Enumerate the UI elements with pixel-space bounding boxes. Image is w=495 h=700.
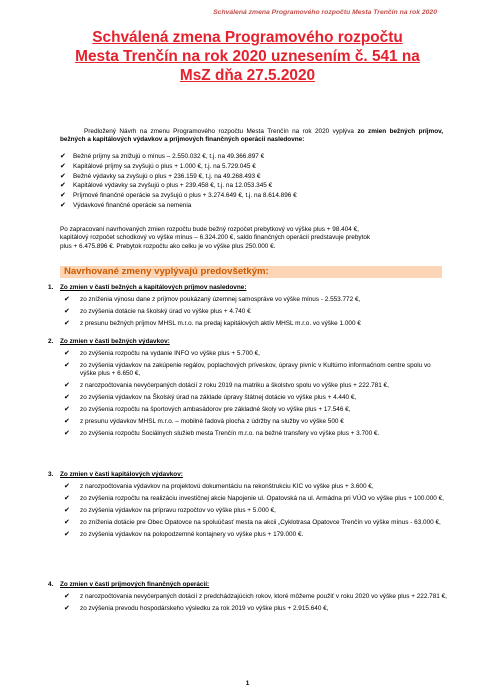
list-item (48, 394, 448, 402)
budget-line: Po zapracovaní navrhovaných zmien rozpočtu bude bežný rozpočet prebytkový vo výške plus + 98.404 €, (60, 226, 359, 233)
item-text: zo zvýšenia rozpočtu na športových ambasádorov pre základné školy vo výške plus + 17.546 €, (80, 405, 351, 413)
check-mark-icon: ✔ (64, 394, 70, 402)
section-items (48, 593, 448, 613)
section-1 (48, 284, 448, 328)
check-mark-icon: ✔ (64, 405, 70, 413)
section-title: Zo zmien v časti bežných a kapitálových príjmov nasledovne: (60, 284, 247, 291)
summary-text: Kapitálové príjmy sa zvyšujú o plus + 1.000 €, t.j. na 5.729.045 € (73, 162, 256, 170)
section-heading (48, 581, 448, 589)
item-text: zo zvýšenia výdavkov na zakúpenie regálov, poplachových príveskov, úpravy pivníc v Kultúrno informačnom centre spolu vo výške plus + 6.650 €, (80, 361, 431, 378)
check-mark-icon: ✔ (60, 182, 66, 190)
list-item (48, 362, 448, 379)
check-mark-icon: ✔ (64, 604, 70, 612)
intro-bold-text: zo zmien bežných príjmov, bežných a kapitálových výdavkov a príjmových finančných operácií nasledovne: (60, 128, 443, 144)
list-item (48, 495, 448, 503)
section-3 (48, 471, 448, 539)
list-item (48, 406, 448, 414)
section-number: 4. (48, 581, 54, 588)
list-item (48, 382, 448, 390)
budget-line: plus + 6.475.896 €. Prebytok rozpočtu ako celku je vo výške plus 250.000 €. (60, 242, 276, 250)
item-text: zo zníženia dotácie pre Obec Opatovce na spoluúčasť mesta na akcii „Cyklotrasa Opatovce Trenčín vo výške mínus - 63.000 €, (80, 518, 441, 526)
summary-item (60, 172, 450, 182)
summary-text: Bežné príjmy sa znižujú o mínus – 2.550.032 €, t.j. na 49.366.897 € (73, 153, 265, 160)
list-item (48, 418, 448, 426)
intro-paragraph (60, 128, 443, 145)
title-line: Schválená zmena Programového rozpočtu (92, 29, 403, 46)
item-text: z narozpočtovania nevyčerpaných dotácií z roku 2019 na matriku a školstvo spolu vo výške plus + 222.781 €, (80, 382, 389, 390)
item-text: zo zvýšenia výdavkov na Školský úrad na základe úpravy štátnej dotácie vo výške plus + 4.440 €, (80, 394, 357, 402)
list-item (48, 350, 448, 358)
section-heading (48, 284, 448, 292)
item-text: z presunu výdavkov MHSL m.r.o. – mobilné ľadová plocha z údržby na služby vo výške 500 € (80, 417, 344, 425)
section-number: 1. (48, 284, 54, 291)
check-mark-icon: ✔ (64, 382, 70, 390)
title-line: MsZ dňa 27.5.2020 (179, 67, 316, 84)
check-mark-icon: ✔ (64, 417, 70, 425)
intro-text: Predložený Návrh na zmenu Programového rozpočtu Mesta Trenčín na rok 2020 vyplýva (84, 128, 358, 135)
section-heading (48, 471, 448, 479)
summary-item (60, 191, 450, 201)
list-item (48, 519, 448, 527)
check-mark-icon: ✔ (60, 172, 66, 180)
check-mark-icon: ✔ (64, 361, 70, 369)
section-title: Zo zmien v časti príjmových finančných operácií: (60, 581, 210, 588)
document-title (40, 28, 455, 85)
running-header: Schválená zmena Programového rozpočtu Mesta Trenčín na rok 2020 (213, 9, 437, 16)
check-mark-icon: ✔ (64, 518, 70, 526)
section-items (48, 483, 448, 539)
check-mark-icon: ✔ (60, 153, 66, 160)
section-number: 3. (48, 471, 54, 478)
list-item (48, 320, 448, 328)
page-number: 1 (245, 680, 250, 687)
list-item (48, 605, 448, 613)
list-item (48, 593, 448, 601)
summary-text: Bežné výdavky sa zvyšujú o plus + 236.159 €, t.j. na 49.268.493 € (73, 172, 261, 180)
item-text: z presunu bežných príjmov MHSL m.r.o. na predaj kapitálových aktív MHSL m.r.o. vo výške 1.000 € (80, 319, 361, 327)
summary-text: Kapitálové výdavky sa zvyšujú o plus + 239.458 €, t.j. na 12.053.345 € (73, 182, 273, 190)
check-mark-icon: ✔ (64, 494, 70, 502)
title-line: Mesta Trenčín na rok 2020 uznesením č. 541 na (75, 48, 420, 65)
section-title: Zo zmien v časti kapitálových výdavkov: (60, 471, 183, 478)
section-4 (48, 581, 448, 613)
item-text: zo zvýšenia rozpočtu na vydanie INFO vo výške plus + 5.700 €, (80, 349, 260, 357)
section-2 (48, 338, 448, 438)
check-mark-icon: ✔ (64, 307, 70, 315)
check-mark-icon: ✔ (64, 295, 70, 303)
list-item (48, 531, 448, 539)
check-mark-icon: ✔ (64, 429, 70, 437)
check-mark-icon: ✔ (64, 592, 70, 600)
item-text: z narozpočtovania nevyčerpaných dotácií z predchádzajúcich rokov, ktoré môžeme použiť v roku 2020 vo výške plus + 222.781 €, (80, 592, 447, 600)
list-item (48, 296, 448, 304)
summary-item (60, 152, 450, 162)
section-items (48, 350, 448, 438)
section-items (48, 296, 448, 328)
item-text: zo zníženia výnosu dane z príjmov poukázaný územnej samospráve vo výške mínus - 2.553.772 €, (80, 295, 361, 303)
item-text: zo zvýšenia výdavkov na polopodzemné kontajnery vo výške plus + 179.000 €. (80, 530, 304, 538)
summary-item (60, 201, 450, 211)
summary-item (60, 162, 450, 172)
item-text: zo zvýšenia výdavkov na prípravu rozpočtov vo výške plus + 5.000 €, (80, 506, 276, 514)
check-mark-icon: ✔ (60, 162, 66, 170)
summary-item (60, 181, 450, 191)
item-text: zo zvýšenia rozpočtu Sociálnych služieb mesta Trenčín m.r.o. na bežné transfery vo výške plus + 3.700 €. (80, 429, 380, 437)
list-item (48, 507, 448, 515)
list-item (48, 430, 448, 438)
budget-line: kapitálový rozpočet schodkový vo výške mínus – 6.324.200 €, saldo finančných operácií predstavuje prebytok (60, 234, 371, 242)
check-mark-icon: ✔ (60, 201, 66, 209)
item-text: zo zvýšenia rozpočtu na realizáciu investičnej akcie Napojenie ul. Opatovská na ul. Armádna pri VÚO vo výške plus + 100.000 €, (80, 494, 444, 502)
budget-paragraph (60, 226, 443, 251)
check-mark-icon: ✔ (64, 506, 70, 514)
check-mark-icon: ✔ (64, 349, 70, 357)
summary-list (60, 152, 450, 211)
section-number: 2. (48, 338, 54, 345)
check-mark-icon: ✔ (64, 530, 70, 538)
check-mark-icon: ✔ (64, 319, 70, 327)
list-item (48, 308, 448, 316)
check-mark-icon: ✔ (64, 482, 70, 490)
changes-heading: Navrhované zmeny vyplývajú predovšetkým: (60, 266, 442, 278)
list-item (48, 483, 448, 491)
summary-text: Výdavkové finančné operácie sa nemenia (73, 201, 192, 209)
item-text: zo zvýšenia prevodu hospodárskeho výsledku za rok 2019 vo výške plus + 2.915.640 €, (80, 604, 329, 612)
summary-text: Príjmové finančné operácie sa zvyšujú o plus + 3.274.649 €, t.j. na 8.614.896 € (73, 192, 297, 200)
item-text: z narozpočtovania výdavkov na projektovú dokumentáciu na rekonštrukciu KIC vo výške plus + 3.600 €, (80, 482, 374, 490)
section-heading (48, 338, 448, 346)
section-title: Zo zmien v časti bežných výdavkov: (60, 338, 170, 345)
item-text: zo zvýšenia dotácie na školský úrad vo výške plus + 4.740 € (80, 307, 251, 315)
check-mark-icon: ✔ (60, 192, 66, 200)
